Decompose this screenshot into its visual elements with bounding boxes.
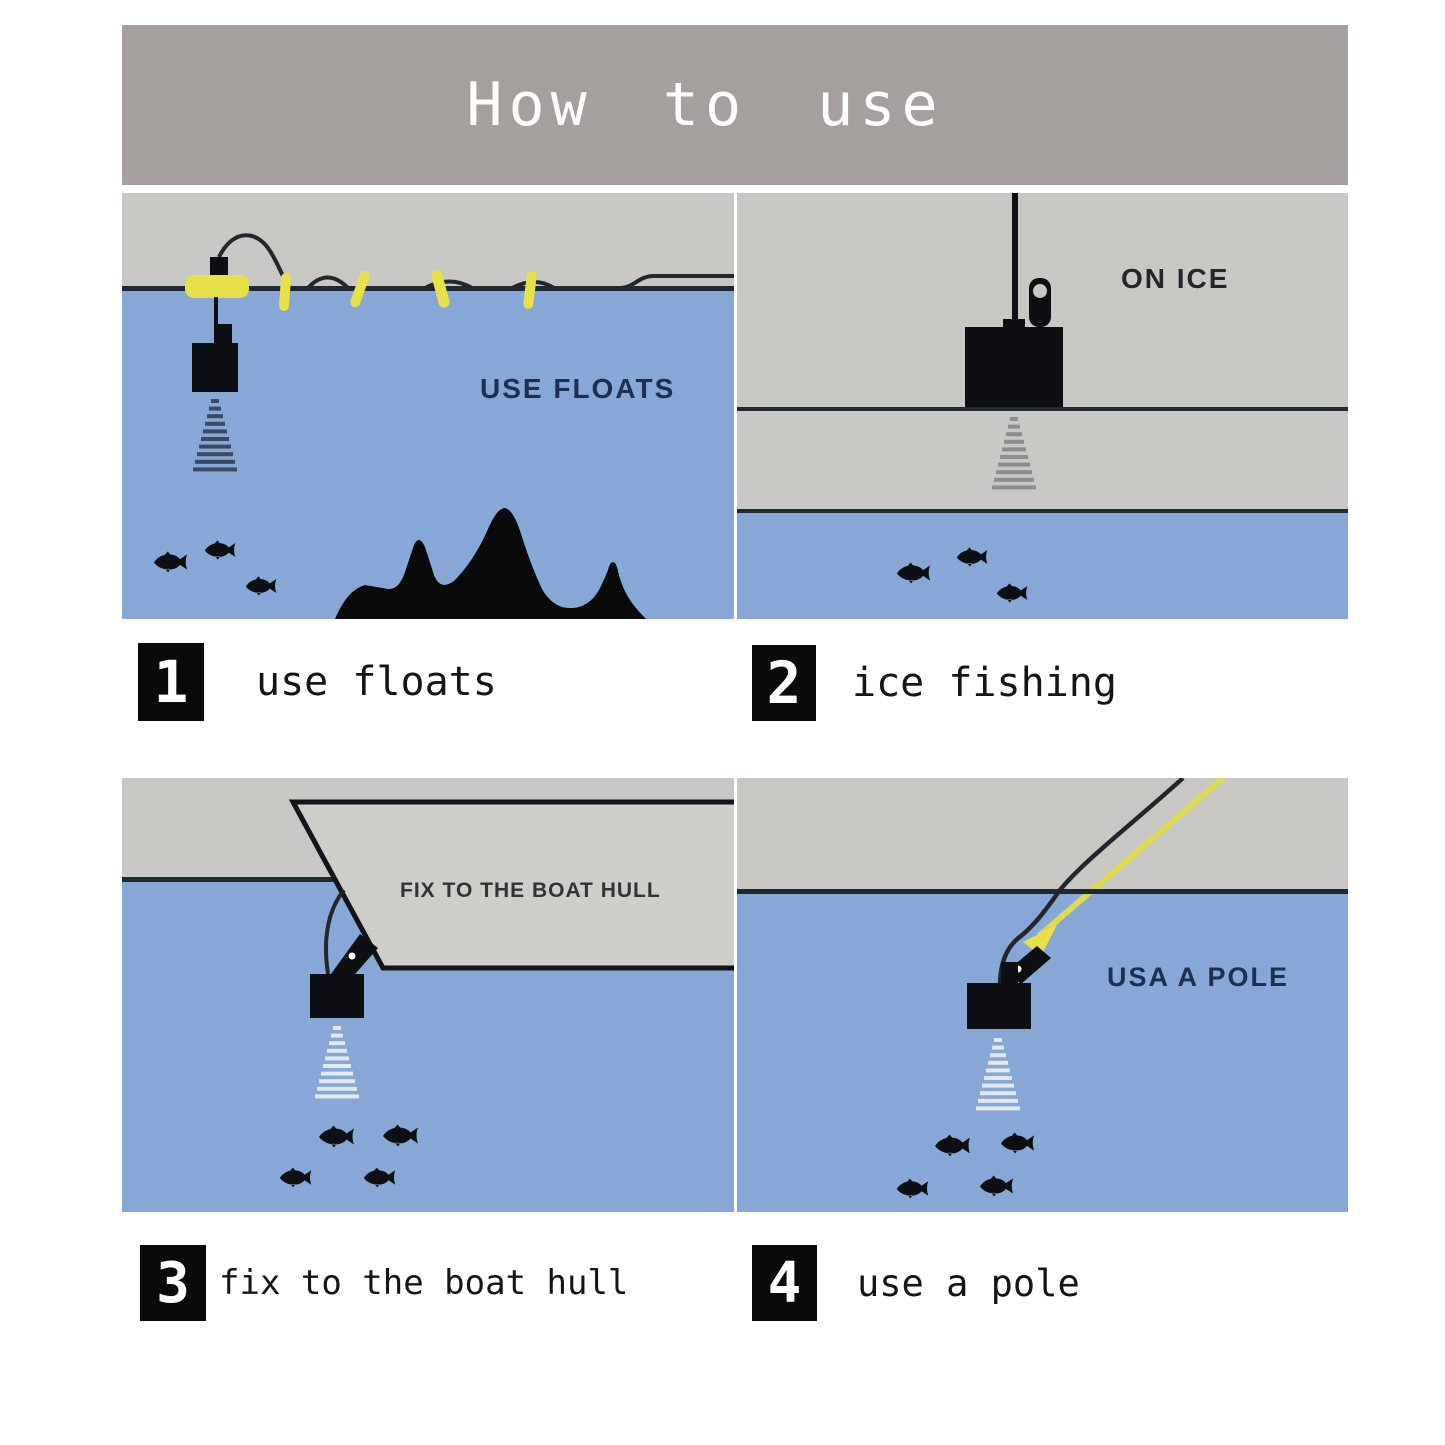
- step-1: [138, 643, 497, 721]
- step-3-badge: 3: [140, 1245, 206, 1321]
- step-2: [752, 645, 1117, 721]
- step-4: [752, 1245, 1080, 1321]
- panel-caption: ON ICE: [1121, 263, 1230, 294]
- ice-bottom-line: [737, 509, 1348, 513]
- ice-surface-line: [737, 407, 1348, 411]
- boat-hull-illustration: [122, 778, 734, 1212]
- sonar-transducer: [967, 983, 1031, 1029]
- step-4-badge: 4: [752, 1245, 817, 1321]
- step-2-label: ice fishing: [852, 660, 1117, 706]
- step-3: [140, 1245, 628, 1321]
- panel-use-a-pole: [737, 778, 1348, 1212]
- title-bar: [122, 25, 1348, 185]
- step-3-label: fix to the boat hull: [219, 1263, 629, 1303]
- drop-line: [214, 297, 218, 345]
- use-a-pole-illustration: [737, 778, 1348, 1212]
- panel-caption: USE FLOATS: [480, 373, 676, 404]
- water-surface-line: [737, 889, 1348, 894]
- panel-boat-hull: [122, 778, 734, 1212]
- ice-fishing-illustration: [737, 193, 1348, 619]
- page-title: How to use: [466, 70, 944, 140]
- step-1-badge: 1: [138, 643, 204, 721]
- rod-line: [1012, 193, 1018, 327]
- panel-use-floats: [122, 193, 734, 619]
- step-4-label: use a pole: [857, 1261, 1080, 1305]
- use-floats-illustration: [122, 193, 734, 619]
- sonar-transducer: [310, 974, 364, 1018]
- step-1-label: use floats: [256, 659, 497, 705]
- panel-caption: USA A POLE: [1107, 962, 1290, 992]
- step-2-badge: 2: [752, 645, 816, 721]
- panel-caption: FIX TO THE BOAT HULL: [400, 879, 661, 902]
- panel-ice-fishing: [737, 193, 1348, 619]
